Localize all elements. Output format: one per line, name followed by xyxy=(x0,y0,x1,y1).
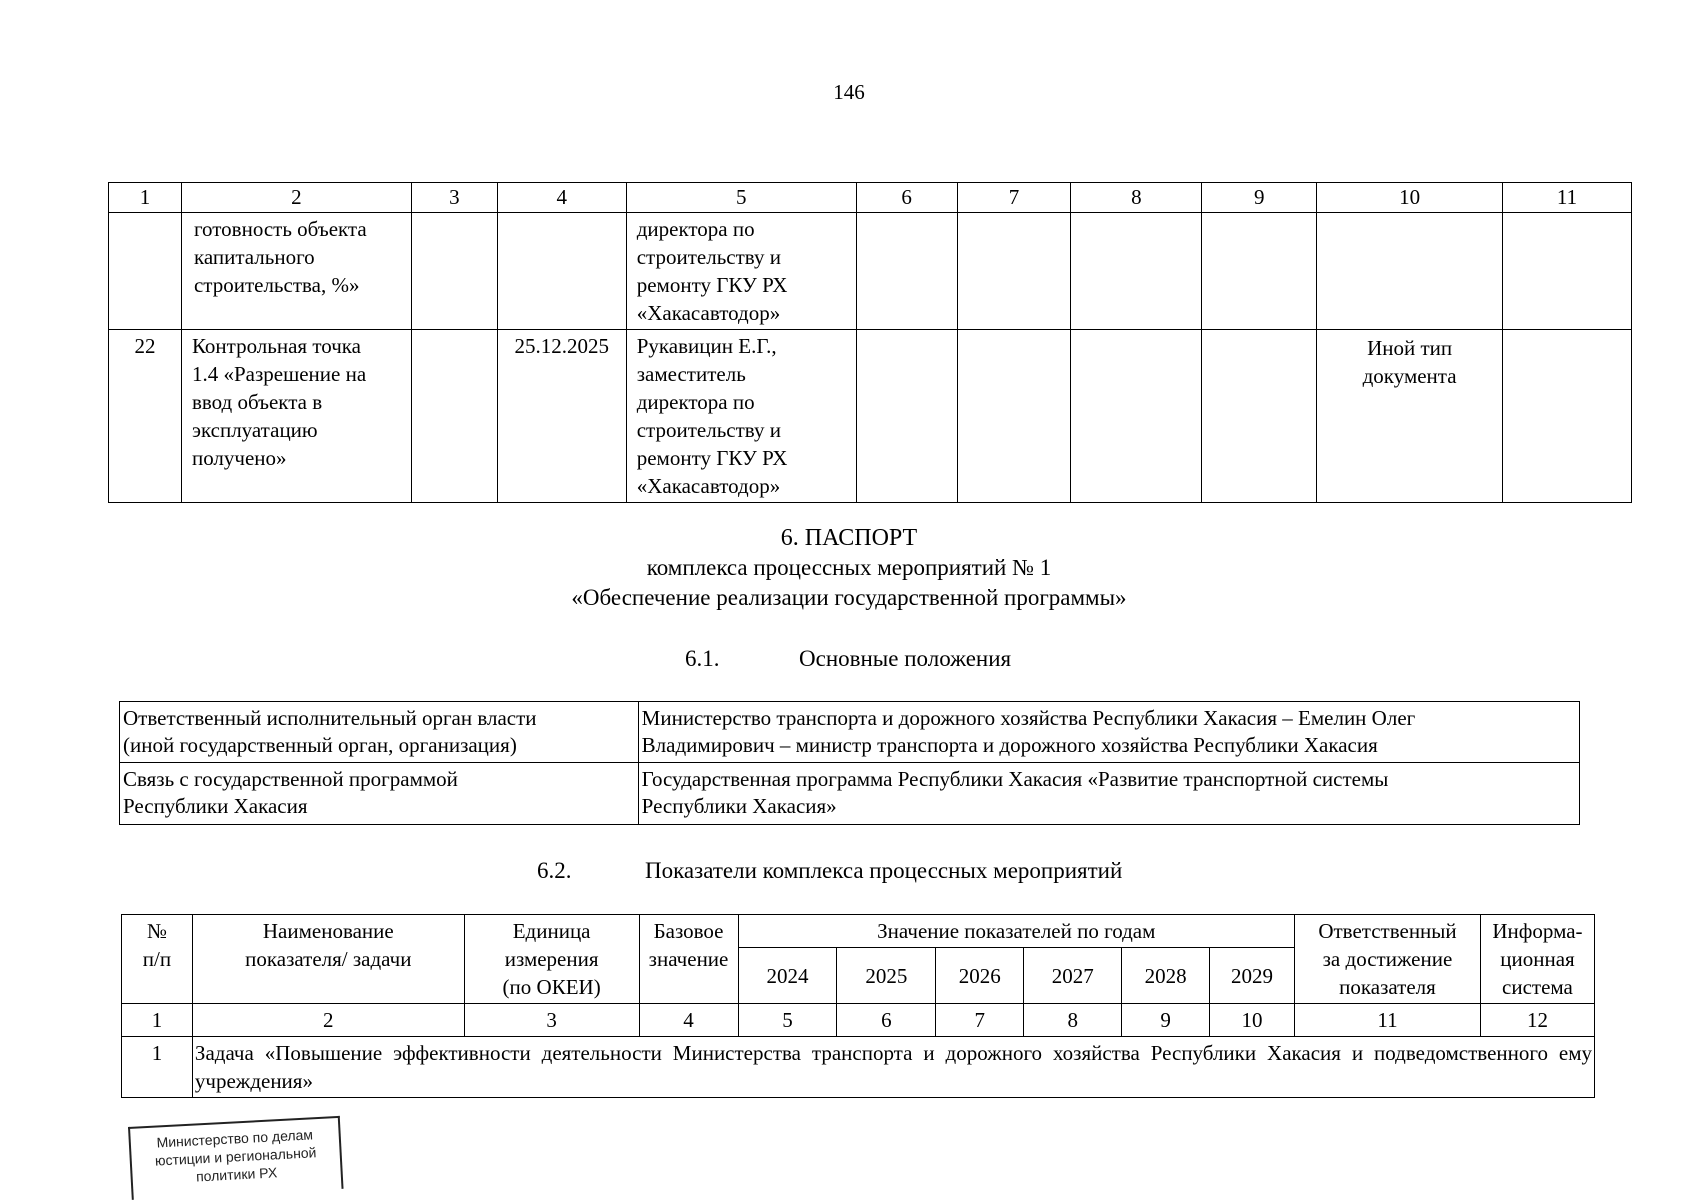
column-number: 4 xyxy=(639,1004,738,1037)
table-cell: Иной тип документа xyxy=(1317,330,1503,503)
table-cell xyxy=(1202,330,1317,503)
table-row xyxy=(122,1037,1595,1098)
column-number: 12 xyxy=(1480,1004,1594,1037)
year-header: 2027 xyxy=(1024,948,1122,1004)
year-header: 2028 xyxy=(1122,948,1210,1004)
year-header: 2025 xyxy=(837,948,936,1004)
table-cell xyxy=(1202,213,1317,330)
table-cell: директора по строительству и ремонту ГКУ РХ «Хакасавтодор» xyxy=(626,213,856,330)
table-cell: Контрольная точка 1.4 «Разрешение на ввод объекта в эксплуатацию получено» xyxy=(181,330,411,503)
column-header: Единица измерения (по ОКЕИ) xyxy=(464,915,639,1004)
column-number: 7 xyxy=(936,1004,1024,1037)
column-number: 3 xyxy=(464,1004,639,1037)
column-number: 9 xyxy=(1202,183,1317,213)
column-number: 5 xyxy=(626,183,856,213)
table-cell: Государственная программа Республики Хакасия «Развитие транспортной системы Республики Хакасия» xyxy=(638,763,1579,825)
table-cell xyxy=(856,213,957,330)
continuation-table xyxy=(108,182,1632,503)
table-cell xyxy=(1071,330,1202,503)
stamp-line: Министерство по делам xyxy=(156,1126,314,1151)
table-row xyxy=(109,330,1632,503)
table-cell xyxy=(497,213,626,330)
column-number: 4 xyxy=(497,183,626,213)
column-header: Ответственный за достижение показателя xyxy=(1295,915,1481,1004)
section-number: 6.2. xyxy=(537,858,572,883)
table-cell xyxy=(1071,213,1202,330)
column-number: 1 xyxy=(122,1004,193,1037)
column-number: 6 xyxy=(856,183,957,213)
page-number: 146 xyxy=(833,80,865,104)
stamp-line: политики РХ xyxy=(195,1164,278,1185)
table-cell xyxy=(856,330,957,503)
table-cell: 1 xyxy=(122,1037,193,1098)
column-number: 10 xyxy=(1317,183,1503,213)
basics-table xyxy=(119,701,1580,825)
column-number: 2 xyxy=(181,183,411,213)
table-cell xyxy=(411,213,497,330)
column-number: 7 xyxy=(957,183,1071,213)
table-cell: 25.12.2025 xyxy=(497,330,626,503)
passport-subtitle: комплекса процессных мероприятий № 1 xyxy=(646,555,1052,580)
year-header: 2026 xyxy=(936,948,1024,1004)
passport-title: 6. ПАСПОРТ xyxy=(780,525,918,551)
stamp-line: юстиции и региональной xyxy=(154,1144,317,1169)
column-header: Наименование показателя/ задачи xyxy=(192,915,464,1004)
table-row xyxy=(109,213,1632,330)
table-cell: Связь с государственной программой Республики Хакасия xyxy=(120,763,639,825)
year-header: 2029 xyxy=(1210,948,1295,1004)
column-header: Информа- ционная система xyxy=(1480,915,1594,1004)
table-row xyxy=(120,702,1580,763)
task-description: Задача «Повышение эффективности деятельности Министерства транспорта и дорожного хозяйства Республики Хакасия и подведомственного ему учреждения» xyxy=(192,1037,1594,1098)
column-number: 10 xyxy=(1210,1004,1295,1037)
column-number: 1 xyxy=(109,183,182,213)
passport-subtitle: «Обеспечение реализации государственной программы» xyxy=(571,585,1127,610)
column-number: 5 xyxy=(738,1004,837,1037)
section-title: Основные положения xyxy=(799,646,1012,671)
table-cell: Ответственный исполнительный орган власти (иной государственный орган, организация) xyxy=(120,702,639,763)
column-header: Базовое значение xyxy=(639,915,738,1004)
table-cell xyxy=(1317,213,1503,330)
column-number: 6 xyxy=(837,1004,936,1037)
table-header-row xyxy=(122,915,1595,948)
section-title: Показатели комплекса процессных мероприятий xyxy=(645,858,1123,883)
column-number: 9 xyxy=(1122,1004,1210,1037)
column-header: № п/п xyxy=(122,915,193,1004)
column-number: 11 xyxy=(1503,183,1632,213)
year-header: 2024 xyxy=(738,948,837,1004)
table-cell: Министерство транспорта и дорожного хозяйства Республики Хакасия – Емелин Олег Владимирович – министр транспорта и дорожного хозяйства Республики Хакасия xyxy=(638,702,1579,763)
registration-stamp xyxy=(128,1116,344,1200)
column-number: 8 xyxy=(1071,183,1202,213)
table-cell: 22 xyxy=(109,330,182,503)
table-cell xyxy=(1503,213,1632,330)
table-cell xyxy=(957,213,1071,330)
table-cell: Рукавицин Е.Г., заместитель директора по строительству и ремонту ГКУ РХ «Хакасавтодор» xyxy=(626,330,856,503)
column-number: 8 xyxy=(1024,1004,1122,1037)
table-cell xyxy=(411,330,497,503)
table-cell xyxy=(957,330,1071,503)
table-cell xyxy=(1503,330,1632,503)
table-cell: готовность объекта капитального строительства, %» xyxy=(181,213,411,330)
column-number: 2 xyxy=(192,1004,464,1037)
section-number: 6.1. xyxy=(685,646,720,671)
indicators-table xyxy=(121,914,1595,1098)
column-header: Значение показателей по годам xyxy=(738,915,1295,948)
table-cell xyxy=(109,213,182,330)
column-numbers-row xyxy=(122,1004,1595,1037)
table-row xyxy=(120,763,1580,825)
column-number: 11 xyxy=(1295,1004,1481,1037)
column-number: 3 xyxy=(411,183,497,213)
table-header-row xyxy=(109,183,1632,213)
